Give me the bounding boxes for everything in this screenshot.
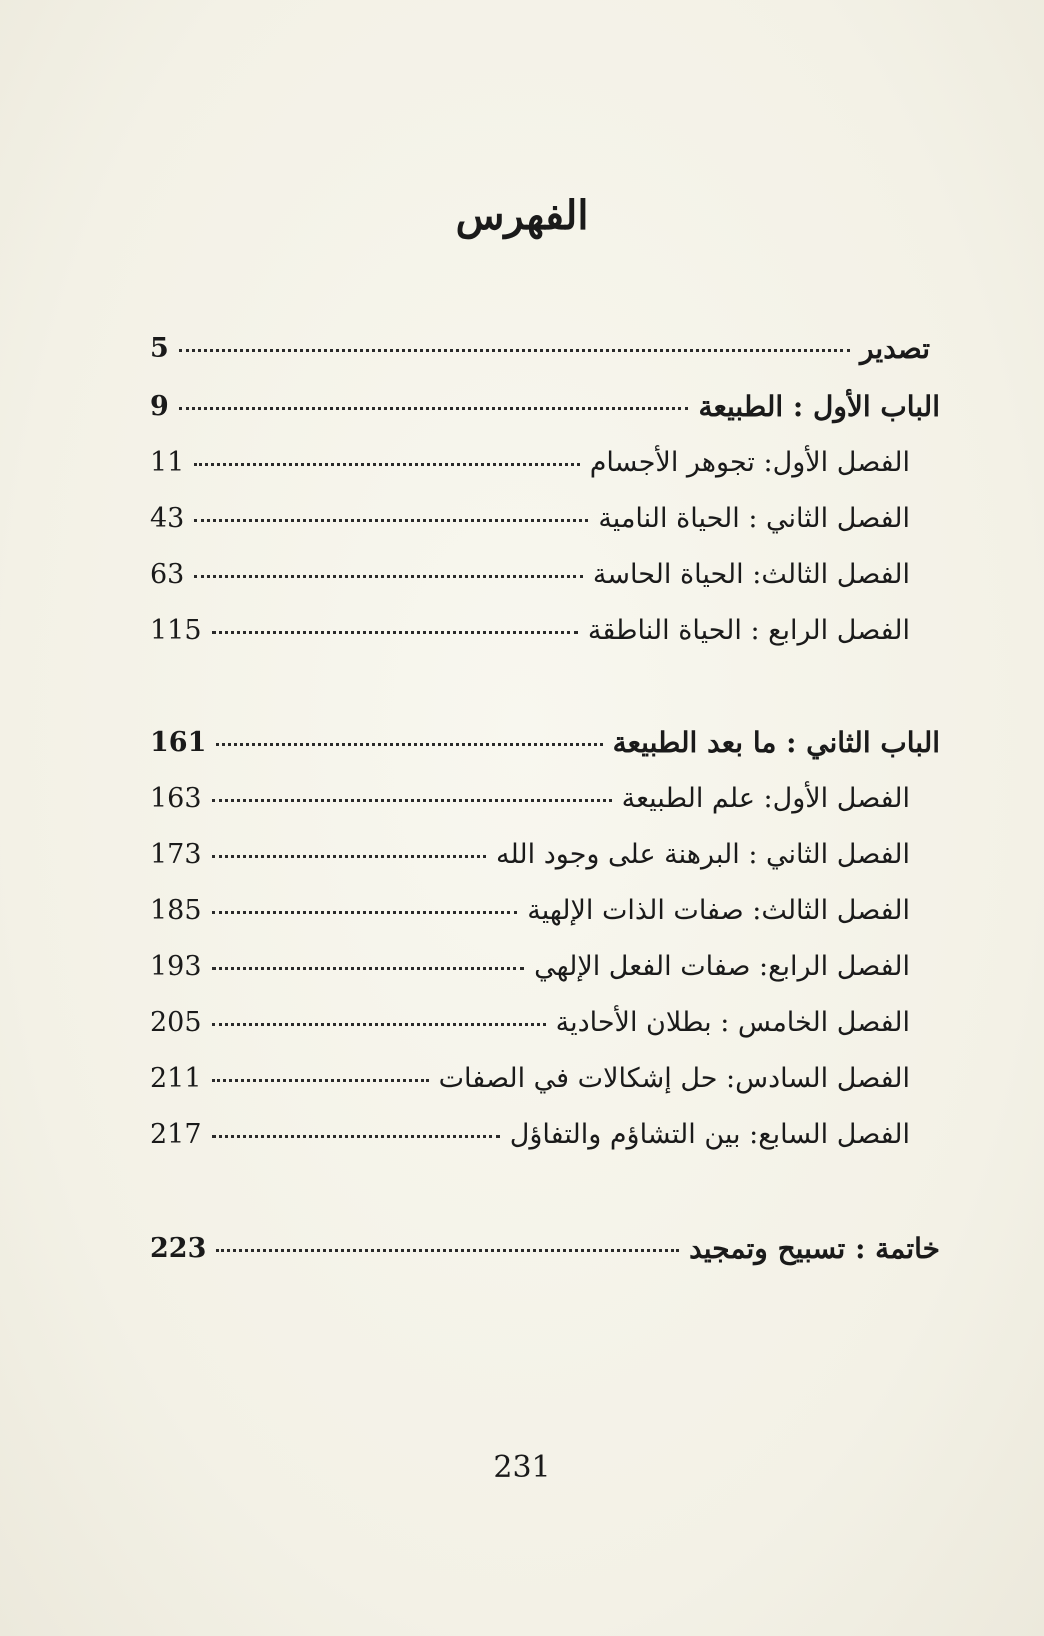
toc-entry-page: 11 bbox=[150, 446, 185, 478]
dot-leader bbox=[212, 1023, 546, 1026]
toc-entry-chapter bbox=[150, 490, 980, 546]
toc-entry-chapter bbox=[150, 434, 980, 490]
dot-leader bbox=[216, 743, 602, 746]
dot-leader bbox=[212, 1079, 429, 1082]
toc-entry-page: 205 bbox=[150, 1006, 202, 1038]
toc-entry-chapter bbox=[150, 770, 980, 826]
toc-entry-label: الفصل السابع: بين التشاؤم والتفاؤل bbox=[509, 1118, 910, 1150]
toc-entry-page: 9 bbox=[150, 390, 169, 422]
toc-entry-page: 5 bbox=[150, 332, 169, 364]
toc-entry-chapter bbox=[150, 826, 980, 882]
toc-entry-label: خاتمة : تسبيح وتمجيد bbox=[689, 1231, 940, 1265]
toc-entry-page: 63 bbox=[150, 558, 185, 590]
dot-leader bbox=[212, 967, 525, 970]
dot-leader bbox=[194, 575, 583, 578]
toc-entry-page: 185 bbox=[150, 894, 202, 926]
toc-entry-preface bbox=[150, 320, 980, 376]
page-title: الفهرس bbox=[455, 192, 589, 239]
toc-entry-chapter bbox=[150, 882, 980, 938]
page-number: 231 bbox=[493, 1450, 551, 1485]
toc-entry-page: 173 bbox=[150, 838, 202, 870]
dot-leader bbox=[179, 349, 850, 352]
toc-entry-chapter bbox=[150, 938, 980, 994]
toc-entry-page: 223 bbox=[150, 1232, 207, 1264]
toc-entry-label: الفصل الأول: تجوهر الأجسام bbox=[589, 446, 910, 478]
dot-leader bbox=[212, 855, 486, 858]
dot-leader bbox=[212, 1135, 500, 1138]
toc-entry-label: الفصل الرابع: صفات الفعل الإلهي bbox=[534, 950, 910, 982]
toc-entry-label: الفصل الثالث: صفات الذات الإلهية bbox=[527, 894, 910, 926]
dot-leader bbox=[179, 407, 689, 410]
toc-entry-page: 115 bbox=[150, 614, 202, 646]
toc-entry-chapter bbox=[150, 994, 980, 1050]
toc-entry-page: 43 bbox=[150, 502, 185, 534]
toc-entry-label: تصدير bbox=[859, 331, 930, 365]
dot-leader bbox=[216, 1249, 679, 1252]
toc-entry-conclusion bbox=[150, 1220, 980, 1276]
toc-entry-label: الفصل الأول: علم الطبيعة bbox=[621, 782, 910, 814]
toc-entry-part-one bbox=[150, 378, 980, 434]
toc-entry-label: الفصل الثالث: الحياة الحاسة bbox=[592, 558, 910, 590]
toc-entry-label: الباب الأول : الطبيعة bbox=[698, 389, 940, 423]
dot-leader bbox=[194, 463, 579, 466]
toc-entry-chapter bbox=[150, 1106, 980, 1162]
toc-entry-chapter bbox=[150, 602, 980, 658]
toc-entry-chapter bbox=[150, 1050, 980, 1106]
toc-entry-label: الفصل السادس: حل إشكالات في الصفات bbox=[438, 1062, 910, 1094]
dot-leader bbox=[212, 631, 578, 634]
toc-entry-page: 217 bbox=[150, 1118, 202, 1150]
toc-entry-part-two bbox=[150, 714, 980, 770]
dot-leader bbox=[212, 911, 518, 914]
toc-entry-page: 193 bbox=[150, 950, 202, 982]
toc-entry-label: الفصل الخامس : بطلان الأحادية bbox=[555, 1006, 910, 1038]
toc-entry-label: الفصل الثاني : الحياة النامية bbox=[598, 502, 910, 534]
toc-entry-page: 211 bbox=[150, 1062, 202, 1094]
toc-entry-chapter bbox=[150, 546, 980, 602]
toc-entry-label: الباب الثاني : ما بعد الطبيعة bbox=[612, 725, 940, 759]
dot-leader bbox=[212, 799, 612, 802]
toc-entry-label: الفصل الثاني : البرهنة على وجود الله bbox=[496, 838, 910, 870]
dot-leader bbox=[194, 519, 588, 522]
toc-entry-label: الفصل الرابع : الحياة الناطقة bbox=[587, 614, 910, 646]
toc-entry-page: 163 bbox=[150, 782, 202, 814]
toc-entry-page: 161 bbox=[150, 726, 207, 758]
